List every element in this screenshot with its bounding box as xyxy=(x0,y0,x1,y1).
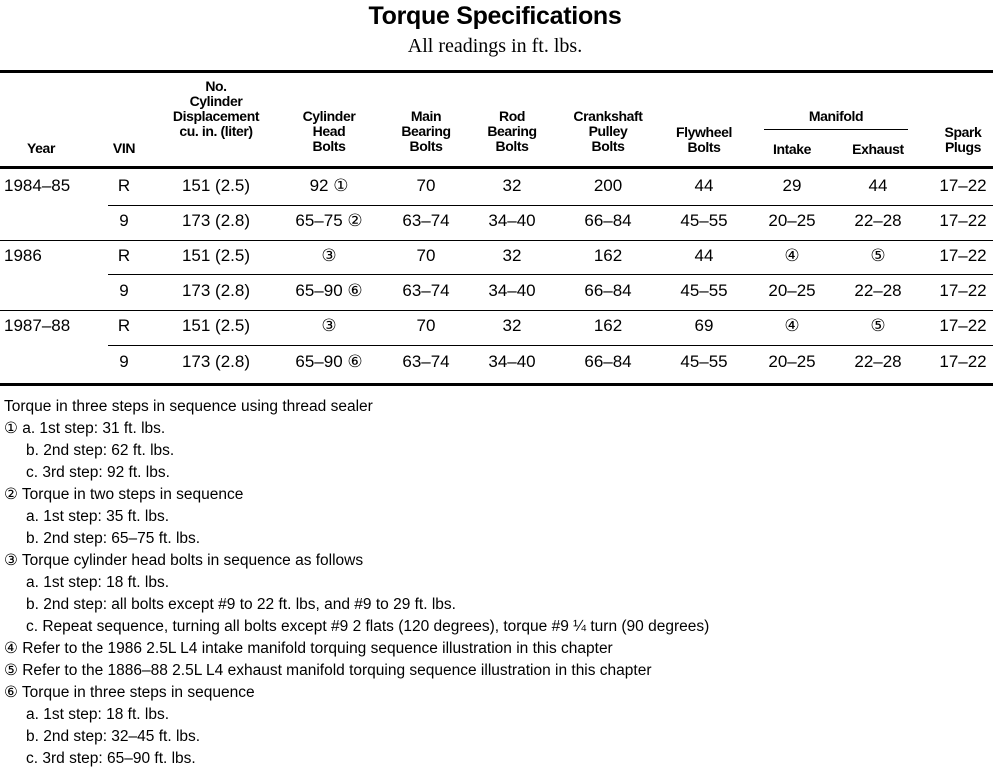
page-subtitle: All readings in ft. lbs. xyxy=(407,35,583,57)
header-spark-plugs xyxy=(928,125,998,155)
header-line: Crankshaft xyxy=(573,108,643,124)
cell-fly: 45–55 xyxy=(680,211,728,230)
header-line: Bolts xyxy=(312,138,346,154)
header-intake: Intake xyxy=(772,141,812,157)
footnote-line: b. 2nd step: 65–75 ft. lbs. xyxy=(26,530,201,547)
header-year: Year xyxy=(27,140,55,156)
header-line: Flywheel xyxy=(676,124,732,140)
cell-vin: R xyxy=(117,316,131,335)
cell-crank: 66–84 xyxy=(584,352,632,371)
group-divider xyxy=(0,240,993,241)
footnote-line: ⑤ Refer to the 1886–88 2.5L L4 exhaust manifold torquing sequence illustration in this chapter xyxy=(4,662,652,679)
cell-spark: 17–22 xyxy=(939,281,987,300)
footnote-line: ⑥ Torque in three steps in sequence xyxy=(4,684,255,701)
cell-exhaust: 22–28 xyxy=(854,352,902,371)
cell-disp: 151 (2.5) xyxy=(181,316,251,335)
header-line: Bolts xyxy=(495,138,529,154)
cell-main: 63–74 xyxy=(402,211,450,230)
group-divider xyxy=(0,310,993,311)
header-line: Bolts xyxy=(591,138,625,154)
cell-crank: 162 xyxy=(593,246,623,265)
cell-crank: 200 xyxy=(593,176,623,195)
cell-exhaust: 22–28 xyxy=(854,281,902,300)
header-line: Cylinder xyxy=(302,108,356,124)
cell-spark: 17–22 xyxy=(939,211,987,230)
header-head-bolts xyxy=(287,109,371,154)
header-line: Plugs xyxy=(944,139,982,155)
cell-intake: ④ xyxy=(784,316,800,335)
cell-year: 1987–88 xyxy=(4,316,71,335)
cell-fly: 44 xyxy=(694,176,714,195)
cell-vin: 9 xyxy=(119,352,129,371)
cell-head: 65–90 ⑥ xyxy=(295,281,363,300)
cell-vin: 9 xyxy=(119,281,129,300)
page-title: Torque Specifications xyxy=(368,2,622,30)
footnote-line: c. 3rd step: 92 ft. lbs. xyxy=(26,464,170,481)
row-divider xyxy=(108,274,993,275)
cell-crank: 162 xyxy=(593,316,623,335)
cell-year: 1984–85 xyxy=(4,176,71,195)
header-manifold: Manifold xyxy=(808,108,864,124)
cell-year: 1986 xyxy=(4,246,42,265)
header-displacement-line: No. xyxy=(205,78,227,94)
header-line: Bolts xyxy=(409,138,443,154)
manifold-header-rule xyxy=(764,129,908,130)
header-main-bearing xyxy=(386,109,466,154)
footnote-line: c. 3rd step: 65–90 ft. lbs. xyxy=(26,750,196,767)
header-line: Bearing xyxy=(487,123,537,139)
header-bottom-rule xyxy=(0,166,993,169)
cell-rod: 34–40 xyxy=(488,211,536,230)
cell-crank: 66–84 xyxy=(584,281,632,300)
cell-rod: 34–40 xyxy=(488,281,536,300)
header-flywheel xyxy=(664,125,744,155)
footnote-line: ③ Torque cylinder head bolts in sequence as follows xyxy=(4,552,364,569)
cell-exhaust: ⑤ xyxy=(870,246,886,265)
header-line: Rod xyxy=(498,108,525,124)
cell-fly: 69 xyxy=(694,316,714,335)
cell-head: 65–90 ⑥ xyxy=(295,352,363,371)
header-line: Bolts xyxy=(687,139,721,155)
cell-rod: 32 xyxy=(502,176,522,195)
cell-rod: 34–40 xyxy=(488,352,536,371)
header-line: Pulley xyxy=(588,123,628,139)
header-line: Main xyxy=(410,108,442,124)
cell-main: 70 xyxy=(416,176,436,195)
header-rod-bearing xyxy=(472,109,552,154)
cell-rod: 32 xyxy=(502,246,522,265)
cell-exhaust: 44 xyxy=(868,176,888,195)
header-line: Bearing xyxy=(401,123,451,139)
cell-exhaust: 22–28 xyxy=(854,211,902,230)
table-bottom-rule xyxy=(0,383,993,386)
cell-disp: 151 (2.5) xyxy=(181,246,251,265)
cell-disp: 173 (2.8) xyxy=(181,281,251,300)
cell-fly: 44 xyxy=(694,246,714,265)
cell-exhaust: ⑤ xyxy=(870,316,886,335)
header-displacement-line: cu. in. (liter) xyxy=(179,123,253,139)
cell-vin: R xyxy=(117,246,131,265)
header-line: Head xyxy=(312,123,346,139)
footnote-line: a. 1st step: 35 ft. lbs. xyxy=(26,508,170,525)
footnote-line: ④ Refer to the 1986 2.5L L4 intake manifold torquing sequence illustration in this chapter xyxy=(4,640,613,657)
cell-disp: 151 (2.5) xyxy=(181,176,251,195)
cell-main: 70 xyxy=(416,246,436,265)
cell-vin: 9 xyxy=(119,211,129,230)
cell-main: 63–74 xyxy=(402,352,450,371)
cell-head: 65–75 ② xyxy=(295,211,363,230)
cell-spark: 17–22 xyxy=(939,352,987,371)
footnote-line: b. 2nd step: all bolts except #9 to 22 ft. lbs, and #9 to 29 ft. lbs. xyxy=(26,596,456,613)
cell-intake: 29 xyxy=(782,176,802,195)
cell-intake: ④ xyxy=(784,246,800,265)
footnote-line: ① a. 1st step: 31 ft. lbs. xyxy=(4,420,166,437)
footnote-line: b. 2nd step: 62 ft. lbs. xyxy=(26,442,175,459)
cell-main: 70 xyxy=(416,316,436,335)
header-displacement-line: Cylinder xyxy=(189,93,243,109)
footnote-line: Torque in three steps in sequence using thread sealer xyxy=(4,398,373,415)
header-exhaust: Exhaust xyxy=(852,141,904,157)
cell-main: 63–74 xyxy=(402,281,450,300)
cell-intake: 20–25 xyxy=(768,211,816,230)
footnote-line: a. 1st step: 18 ft. lbs. xyxy=(26,706,170,723)
cell-head: ③ xyxy=(321,246,337,265)
footnote-line: b. 2nd step: 32–45 ft. lbs. xyxy=(26,728,201,745)
cell-fly: 45–55 xyxy=(680,281,728,300)
cell-disp: 173 (2.8) xyxy=(181,352,251,371)
header-vin: VIN xyxy=(112,140,136,156)
footnote-line: ② Torque in two steps in sequence xyxy=(4,486,244,503)
header-displacement xyxy=(160,79,272,139)
cell-crank: 66–84 xyxy=(584,211,632,230)
cell-head: 92 ① xyxy=(309,176,349,195)
cell-spark: 17–22 xyxy=(939,246,987,265)
cell-vin: R xyxy=(117,176,131,195)
footnote-line: c. Repeat sequence, turning all bolts except #9 2 flats (120 degrees), torque #9 ¼ turn (90 degrees) xyxy=(26,618,710,635)
cell-spark: 17–22 xyxy=(939,316,987,335)
cell-rod: 32 xyxy=(502,316,522,335)
cell-spark: 17–22 xyxy=(939,176,987,195)
header-displacement-line: Displacement xyxy=(172,108,260,124)
footnotes xyxy=(4,396,994,770)
cell-intake: 20–25 xyxy=(768,352,816,371)
cell-head: ③ xyxy=(321,316,337,335)
cell-disp: 173 (2.8) xyxy=(181,211,251,230)
cell-fly: 45–55 xyxy=(680,352,728,371)
row-divider xyxy=(108,345,993,346)
footnote-line: a. 1st step: 18 ft. lbs. xyxy=(26,574,170,591)
row-divider xyxy=(108,205,993,206)
header-line: Spark xyxy=(944,124,982,140)
header-crank-pulley xyxy=(560,109,656,154)
cell-intake: 20–25 xyxy=(768,281,816,300)
table-top-rule xyxy=(0,70,993,73)
